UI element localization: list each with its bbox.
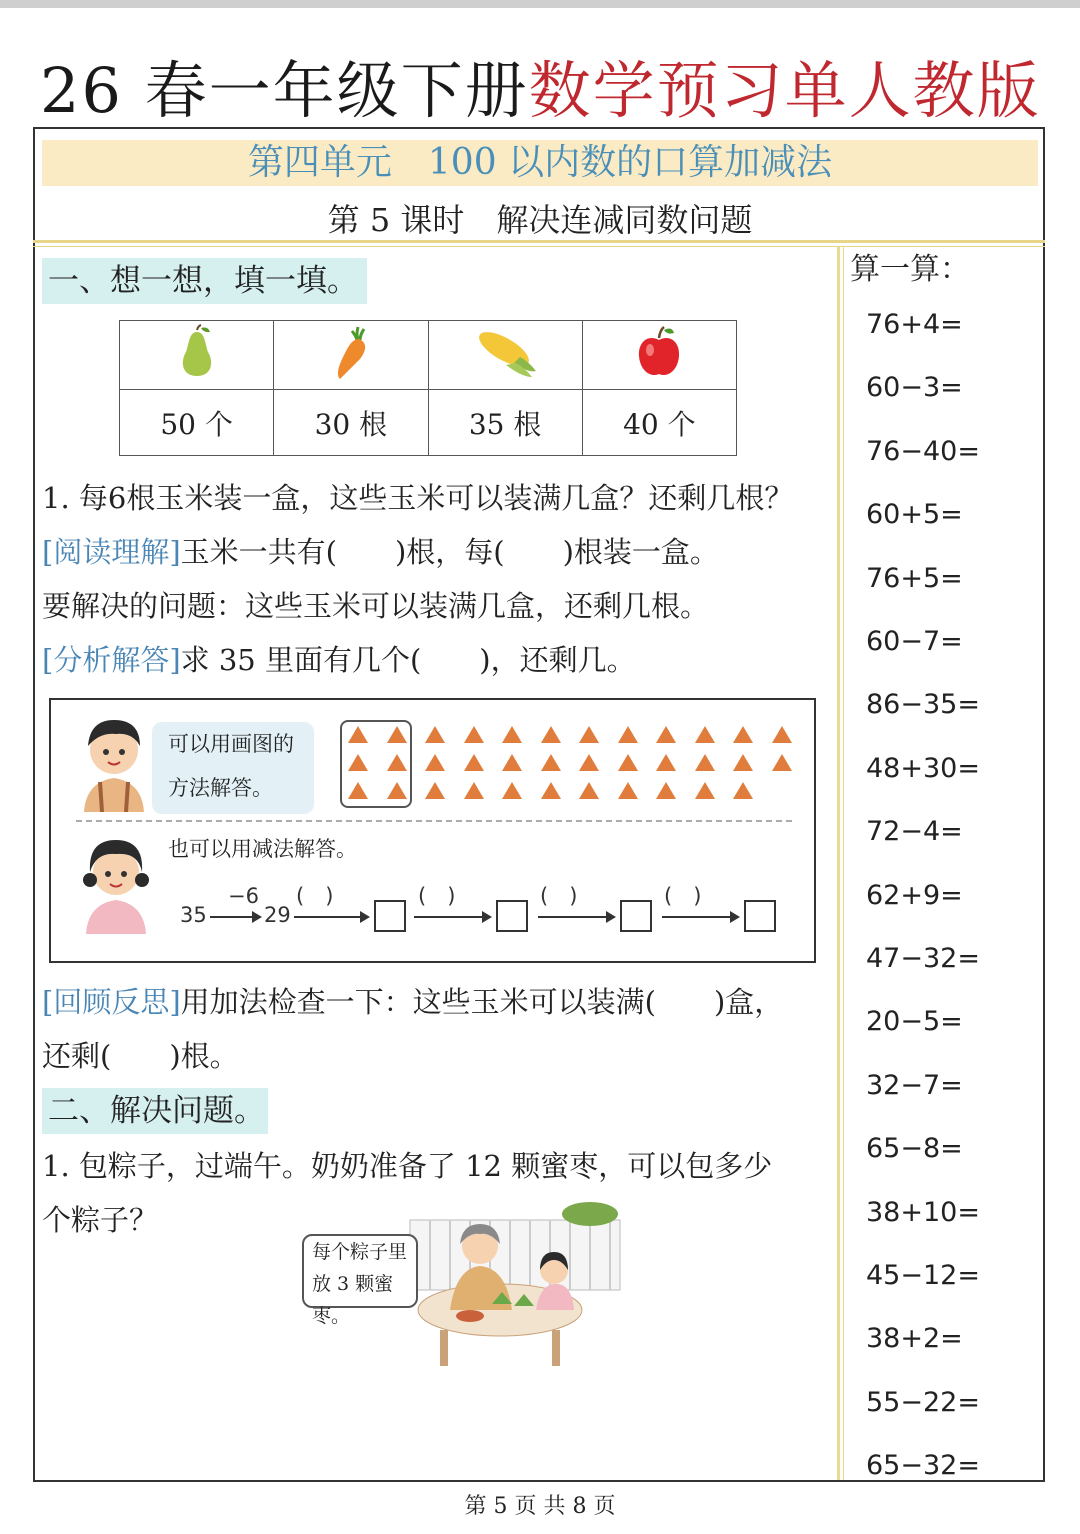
sign-board [302, 1234, 418, 1327]
triangle [541, 726, 561, 743]
carrot-icon [326, 323, 376, 381]
triangle [579, 726, 599, 743]
calc-item: 20−5= [866, 1006, 963, 1038]
table-cell: 30 根 [274, 390, 428, 456]
reading-line [42, 532, 719, 572]
arrow [210, 916, 260, 918]
triangle [656, 782, 676, 799]
review-line [42, 982, 783, 1022]
question-1: 1. 每6根玉米装一盒，这些玉米可以装满几盒？还剩几根？ [42, 481, 794, 515]
calc-item: 32−7= [866, 1069, 963, 1101]
triangle [387, 782, 407, 799]
triangle [541, 782, 561, 799]
title-grade: 26 春一年级下册 [40, 54, 529, 127]
table-cell: 40 个 [582, 390, 736, 456]
calc-item: 55−22= [866, 1386, 980, 1418]
problem-line: 要解决的问题：这些玉米可以装满几盒，还剩几根。 [42, 589, 710, 623]
calc-item: 62+9= [866, 879, 963, 911]
page-title [40, 52, 1041, 130]
girl-icon [80, 830, 152, 934]
triangle [618, 726, 638, 743]
question-2-line2: 个粽子？ [42, 1203, 159, 1237]
answer-box[interactable] [620, 900, 652, 932]
triangle [695, 782, 715, 799]
table-cell [582, 321, 736, 390]
answer-box[interactable] [744, 900, 776, 932]
triangle [579, 782, 599, 799]
blank: ( ) [296, 884, 334, 908]
top-bar [0, 0, 1080, 8]
arrow [662, 916, 738, 918]
calc-item: 86−35= [866, 689, 980, 721]
triangle [348, 754, 368, 771]
triangle [502, 726, 522, 743]
boy-icon [78, 712, 150, 812]
question-2-line1: 1. 包粽子，过端午。奶奶准备了 12 颗蜜枣，可以包多少 [42, 1149, 773, 1183]
goods-table [119, 320, 737, 456]
calc-heading: 算一算： [850, 252, 970, 287]
table-cell [120, 321, 274, 390]
triangle [425, 726, 445, 743]
triangle [656, 726, 676, 743]
sign-line: 放 3 颗蜜枣。 [312, 1273, 394, 1327]
chain-second: 29 [264, 903, 291, 927]
arrow [414, 916, 490, 918]
unit-title: 第四单元 100 以内数的口算加减法 [247, 142, 833, 183]
pear-icon [172, 324, 222, 380]
triangle [618, 782, 638, 799]
dashed-divider [76, 820, 792, 822]
section1-heading: 一、想一想，填一填。 [42, 258, 367, 304]
analysis-line [42, 640, 636, 680]
review-text: 用加法检查一下：这些玉米可以装满( )盒， [180, 985, 784, 1019]
calc-item: 76−40= [866, 435, 980, 467]
table-cell: 50 个 [120, 390, 274, 456]
triangle [695, 726, 715, 743]
speech-bubble [152, 722, 314, 814]
calc-item: 76+4= [866, 309, 963, 340]
triangle [502, 754, 522, 771]
calc-item: 72−4= [866, 816, 963, 848]
answer-box[interactable] [374, 900, 406, 932]
triangle [656, 754, 676, 771]
table-cell: 35 根 [428, 390, 582, 456]
reading-text: 玉米一共有( )根，每( )根装一盒。 [180, 535, 719, 569]
bubble-line: 可以用画图的 [168, 732, 294, 756]
column-divider [843, 246, 844, 1480]
divider [33, 246, 1045, 247]
sign-line: 每个粽子里 [312, 1241, 408, 1263]
triangle [733, 726, 753, 743]
triangle [772, 726, 792, 743]
calc-item: 48+30= [866, 752, 980, 784]
triangle [464, 726, 484, 743]
calc-item: 60+5= [866, 499, 963, 531]
triangle [387, 726, 407, 743]
blank: ( ) [540, 884, 578, 908]
column-divider [837, 246, 840, 1480]
triangle [464, 782, 484, 799]
calc-item: 38+10= [866, 1196, 980, 1228]
blank: ( ) [418, 884, 456, 908]
blank: ( ) [664, 884, 702, 908]
chain-op: −6 [228, 884, 259, 908]
arrow [538, 916, 614, 918]
bubble-line: 方法解答。 [168, 776, 273, 800]
table-cell [274, 321, 428, 390]
calc-item: 47−32= [866, 943, 980, 974]
triangle [425, 782, 445, 799]
answer-box[interactable] [496, 900, 528, 932]
corn-icon [470, 323, 540, 381]
analysis-tag: [分析解答] [42, 643, 181, 677]
subtraction-hint: 也可以用减法解答。 [168, 837, 357, 861]
triangle [733, 754, 753, 771]
triangle [772, 754, 792, 771]
calc-item: 38+2= [866, 1323, 963, 1355]
divider [33, 240, 1045, 243]
triangle [618, 754, 638, 771]
calc-item: 60−7= [866, 626, 963, 657]
chain-start: 35 [180, 903, 207, 927]
triangle [695, 754, 715, 771]
calc-item: 65−8= [866, 1133, 963, 1165]
title-subject: 数学预习单人教版 [528, 54, 1041, 127]
section2-heading: 二、解决问题。 [42, 1088, 268, 1134]
arrow [294, 916, 368, 918]
apple-icon [634, 324, 684, 380]
calc-item: 76+5= [866, 562, 963, 594]
triangle [425, 754, 445, 771]
triangle [541, 754, 561, 771]
analysis-text: 求 35 里面有几个( )，还剩几。 [180, 643, 636, 677]
triangle [348, 726, 368, 743]
triangle [733, 782, 753, 799]
calc-item: 65−32= [866, 1450, 980, 1482]
calc-item: 60−3= [866, 372, 963, 404]
lesson-title: 第 5 课时 解决连减同数问题 [327, 201, 753, 239]
calc-item: 45−12= [866, 1260, 980, 1291]
review-tag: [回顾反思] [42, 985, 181, 1019]
triangle [579, 754, 599, 771]
triangle [348, 782, 368, 799]
triangle [502, 782, 522, 799]
reading-tag: [阅读理解] [42, 535, 181, 569]
triangle [387, 754, 407, 771]
table-cell [428, 321, 582, 390]
triangle [464, 754, 484, 771]
page-footer: 第 5 页 共 8 页 [464, 1494, 616, 1519]
review-line-2: 还剩( )根。 [42, 1039, 239, 1073]
